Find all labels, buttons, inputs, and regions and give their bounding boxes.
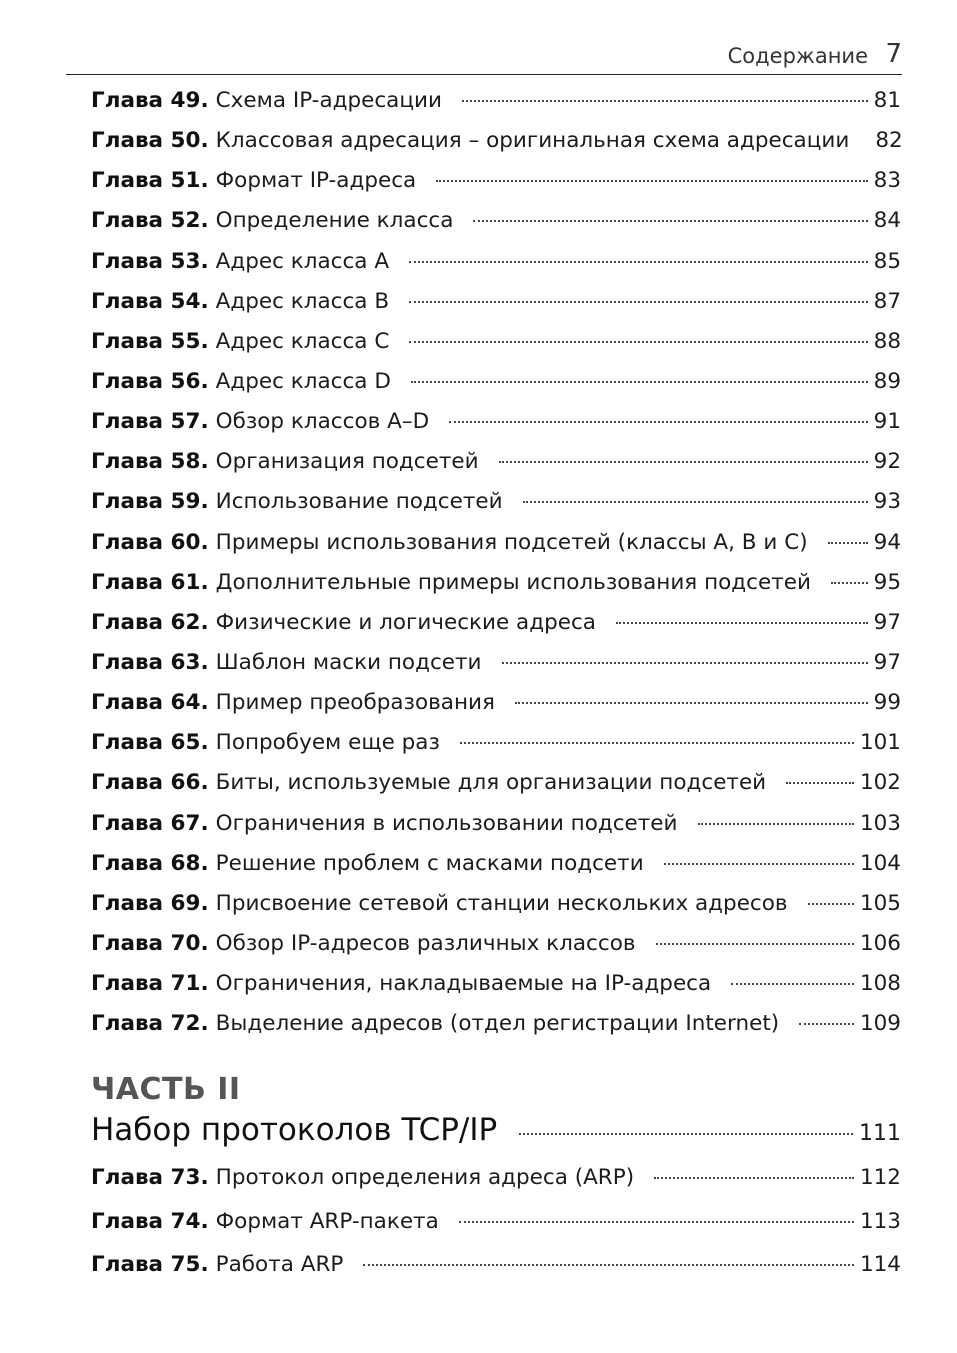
chapter-page-number: 88 [873, 328, 901, 354]
chapter-page-number: 87 [873, 288, 901, 314]
dot-leader [499, 460, 868, 463]
chapter-page-number: 102 [859, 770, 901, 796]
toc-entry[interactable] [91, 208, 901, 248]
chapter-label: Глава 70. [91, 930, 209, 956]
dot-leader [808, 902, 854, 905]
toc-entry[interactable] [91, 1011, 901, 1051]
chapter-label: Глава 50. [91, 128, 209, 154]
dot-leader [436, 179, 867, 182]
dot-leader [502, 661, 868, 664]
toc-entry[interactable] [91, 971, 901, 1011]
chapter-title: Классовая адресация – оригинальная схема адресации [215, 128, 850, 154]
toc-entry[interactable] [91, 570, 901, 610]
chapter-title: Определение класса [215, 208, 454, 234]
chapter-page-number: 93 [873, 489, 901, 515]
chapter-title: Присвоение сетевой станции нескольких адресов [215, 890, 788, 916]
toc-entry[interactable] [91, 1209, 901, 1253]
chapter-label: Глава 52. [91, 208, 209, 234]
dot-leader [515, 701, 868, 704]
chapter-page-number: 106 [859, 930, 901, 956]
dot-leader [409, 340, 867, 343]
toc-entry[interactable] [91, 449, 901, 489]
toc-entry[interactable] [91, 851, 901, 891]
toc-entry[interactable] [91, 530, 901, 570]
dot-leader [698, 822, 854, 825]
chapter-page-number: 84 [873, 208, 901, 234]
chapter-title: Работа ARP [215, 1252, 344, 1277]
chapter-label: Глава 73. [91, 1165, 209, 1190]
chapter-label: Глава 65. [91, 730, 209, 756]
dot-leader [799, 1022, 854, 1025]
part-title: Набор протоколов TCP/IP [91, 1112, 498, 1148]
chapter-label: Глава 72. [91, 1011, 209, 1037]
dot-leader [828, 541, 868, 544]
dot-leader [831, 581, 868, 584]
chapter-title: Решение проблем с масками подсети [215, 850, 644, 876]
toc-entry[interactable] [91, 730, 901, 770]
chapter-label: Глава 75. [91, 1252, 209, 1277]
toc-entry[interactable] [91, 249, 901, 289]
chapter-label: Глава 74. [91, 1208, 209, 1234]
toc-entry[interactable] [91, 610, 901, 650]
chapter-page-number: 101 [859, 730, 901, 756]
chapter-title: Использование подсетей [215, 489, 503, 515]
chapter-label: Глава 63. [91, 649, 209, 675]
chapter-title: Протокол определения адреса (ARP) [215, 1165, 635, 1190]
dot-leader [363, 1263, 854, 1266]
toc-entry[interactable] [91, 329, 901, 369]
chapter-title: Адрес класса A [215, 248, 390, 274]
dot-leader [459, 1220, 854, 1223]
chapter-title: Организация подсетей [215, 449, 479, 475]
dot-leader [731, 982, 854, 985]
chapter-page-number: 82 [875, 128, 903, 154]
chapter-page-number: 94 [873, 529, 901, 555]
chapter-title: Физические и логические адреса [215, 609, 596, 635]
chapter-title: Схема IP-адресации [215, 88, 442, 113]
chapter-page-number: 89 [873, 368, 901, 394]
chapter-title: Формат IP-адреса [215, 168, 417, 194]
chapter-title: Адрес класса B [215, 288, 390, 314]
chapter-label: Глава 58. [91, 449, 209, 475]
dot-leader [460, 741, 854, 744]
chapter-label: Глава 71. [91, 971, 209, 997]
dot-leader [523, 500, 868, 503]
chapter-label: Глава 60. [91, 529, 209, 555]
toc-entry[interactable] [91, 489, 901, 529]
chapter-page-number: 109 [859, 1011, 901, 1037]
chapter-page-number: 92 [873, 449, 901, 475]
toc-entry[interactable] [91, 88, 901, 128]
chapter-label: Глава 68. [91, 850, 209, 876]
table-of-contents [91, 88, 901, 1051]
toc-entry[interactable] [91, 650, 901, 690]
chapter-page-number: 105 [859, 890, 901, 916]
chapter-label: Глава 54. [91, 288, 209, 314]
chapter-page-number: 103 [859, 810, 901, 836]
toc-entry[interactable] [91, 168, 901, 208]
chapter-title: Выделение адресов (отдел регистрации Internet) [215, 1011, 780, 1037]
toc-entry[interactable] [91, 289, 901, 329]
part-page-number: 111 [859, 1121, 901, 1146]
chapter-label: Глава 66. [91, 770, 209, 796]
chapter-title: Шаблон маски подсети [215, 649, 482, 675]
chapter-page-number: 108 [859, 971, 901, 997]
dot-leader [519, 1132, 853, 1135]
header-page-number: 7 [885, 39, 902, 69]
toc-entry[interactable] [91, 891, 901, 931]
chapter-page-number: 104 [859, 850, 901, 876]
toc-entry[interactable] [91, 931, 901, 971]
dot-leader [786, 781, 854, 784]
toc-entry[interactable] [91, 369, 901, 409]
dot-leader [473, 219, 867, 222]
chapter-title: Ограничения в использовании подсетей [215, 810, 678, 836]
chapter-label: Глава 67. [91, 810, 209, 836]
toc-entry[interactable] [91, 1165, 901, 1209]
chapter-label: Глава 62. [91, 609, 209, 635]
toc-entry[interactable] [91, 1252, 901, 1296]
toc-entry[interactable] [91, 409, 901, 449]
dot-leader [656, 942, 854, 945]
dot-leader [409, 260, 868, 263]
dot-leader [449, 420, 868, 423]
chapter-page-number: 95 [873, 569, 901, 595]
dot-leader [664, 862, 854, 865]
chapter-label: Глава 51. [91, 168, 209, 194]
chapter-label: Глава 53. [91, 248, 209, 274]
toc-entry[interactable] [91, 811, 901, 851]
chapter-page-number: 83 [873, 168, 901, 194]
toc-entry[interactable] [91, 690, 901, 730]
part-entry[interactable] [91, 1112, 901, 1148]
chapter-title: Обзор IP-адресов различных классов [215, 930, 636, 956]
chapter-title: Адрес класса C [215, 328, 390, 354]
toc-entry[interactable] [91, 770, 901, 810]
page-header [66, 36, 902, 75]
chapter-title: Примеры использования подсетей (классы A, B и C) [215, 529, 808, 555]
dot-leader [409, 300, 868, 303]
chapter-title: Ограничения, накладываемые на IP-адреса [215, 971, 712, 997]
dot-leader [462, 99, 868, 102]
chapter-label: Глава 49. [91, 88, 209, 113]
chapter-title: Формат ARP-пакета [215, 1208, 439, 1234]
dot-leader [411, 380, 868, 383]
header-title: Содержание [727, 44, 868, 68]
chapter-page-number: 114 [859, 1252, 901, 1277]
part-label: ЧАСТЬ II [91, 1072, 241, 1107]
chapter-title: Биты, используемые для организации подсетей [215, 770, 767, 796]
chapter-title: Адрес класса D [215, 368, 391, 394]
chapter-page-number: 97 [873, 649, 901, 675]
chapter-title: Попробуем еще раз [215, 730, 440, 756]
chapter-label: Глава 69. [91, 890, 209, 916]
chapter-label: Глава 59. [91, 489, 209, 515]
part-chapter-list [91, 1165, 901, 1296]
chapter-label: Глава 57. [91, 409, 209, 435]
dot-leader [616, 621, 868, 624]
chapter-title: Обзор классов A–D [215, 409, 430, 435]
chapter-page-number: 97 [873, 609, 901, 635]
chapter-label: Глава 61. [91, 569, 209, 595]
chapter-page-number: 91 [873, 409, 901, 435]
dot-leader [654, 1176, 854, 1179]
toc-entry[interactable] [91, 128, 901, 168]
chapter-page-number: 112 [859, 1165, 901, 1190]
chapter-label: Глава 64. [91, 690, 209, 716]
chapter-label: Глава 56. [91, 368, 209, 394]
chapter-title: Дополнительные примеры использования подсетей [215, 569, 811, 595]
chapter-page-number: 99 [873, 690, 901, 716]
chapter-page-number: 81 [873, 88, 901, 113]
chapter-page-number: 113 [859, 1208, 901, 1234]
chapter-title: Пример преобразования [215, 690, 495, 716]
chapter-page-number: 85 [873, 248, 901, 274]
chapter-label: Глава 55. [91, 328, 209, 354]
